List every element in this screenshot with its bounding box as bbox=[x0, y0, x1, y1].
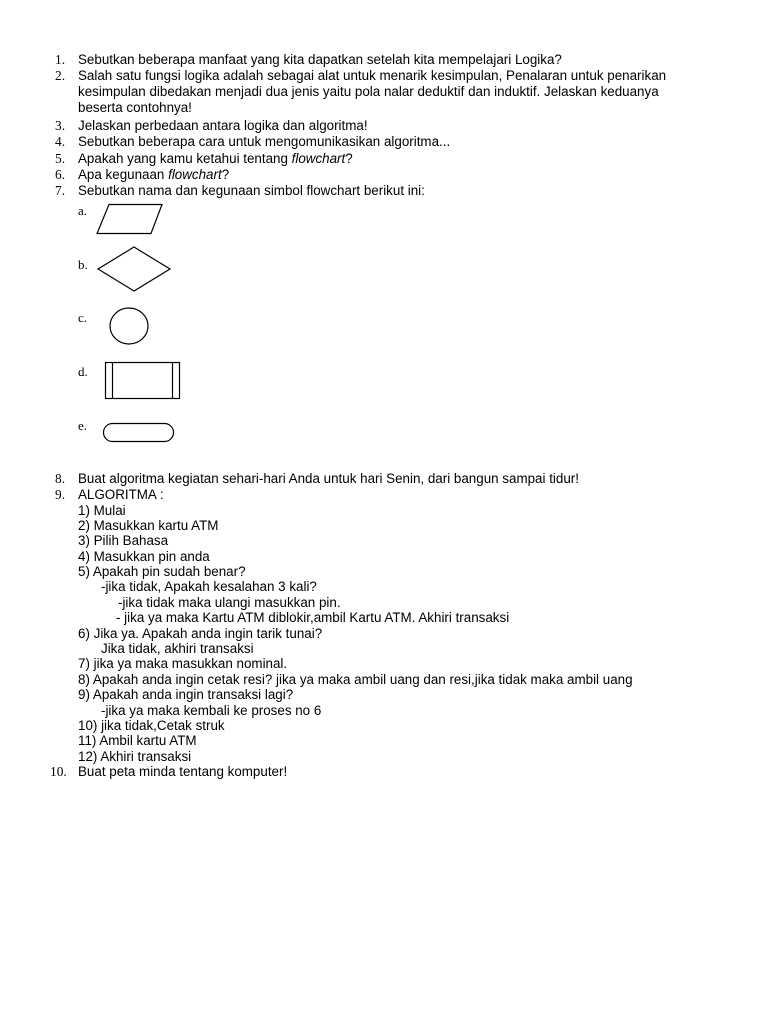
question-text-line: beserta contohnya! bbox=[78, 100, 192, 115]
algorithm-step: 5) Apakah pin sudah benar? bbox=[78, 564, 246, 579]
symbol-letter: e. bbox=[78, 418, 88, 433]
algorithm-step: 4) Masukkan pin anda bbox=[78, 549, 210, 564]
algorithm-step: 1) Mulai bbox=[78, 503, 126, 518]
algorithm-substep: -jika tidak maka ulangi masukkan pin. bbox=[118, 595, 341, 610]
symbol-letter: d. bbox=[78, 364, 88, 379]
algorithm-step: 10) jika tidak,Cetak struk bbox=[78, 718, 225, 733]
question-text: Buat peta minda tentang komputer! bbox=[78, 764, 288, 779]
diamond-icon bbox=[96, 245, 172, 293]
terminator-icon bbox=[102, 422, 176, 444]
algorithm-step: 9) Apakah anda ingin transaksi lagi? bbox=[78, 687, 294, 702]
question-number: 7. bbox=[55, 183, 66, 198]
algorithm-step: 8) Apakah anda ingin cetak resi? jika ya maka ambil uang dan resi,jika tidak maka ambil uang bbox=[78, 672, 633, 687]
question-number: 10. bbox=[50, 764, 67, 779]
predefined-process-icon bbox=[104, 361, 182, 401]
question-text-start: Apa kegunaan bbox=[78, 167, 169, 182]
question-text-end: ? bbox=[345, 151, 353, 166]
question-number: 6. bbox=[55, 167, 66, 182]
question-text: Sebutkan nama dan kegunaan simbol flowchart berikut ini: bbox=[78, 183, 425, 198]
emphasis-term: flowchart bbox=[291, 151, 346, 166]
question-text: Buat algoritma kegiatan sehari-hari Anda untuk hari Senin, dari bangun sampai tidur! bbox=[78, 471, 579, 486]
question-number: 3. bbox=[55, 118, 66, 133]
question-text-line: kesimpulan dibedakan menjadi dua jenis yaitu pola nalar deduktif dan induktif. Jelaskan keduanya bbox=[78, 84, 659, 99]
question-number: 2. bbox=[55, 68, 66, 83]
question-text: Sebutkan beberapa cara untuk mengomunikasikan algoritma... bbox=[78, 134, 451, 149]
symbol-letter: c. bbox=[78, 310, 88, 325]
symbol-letter: b. bbox=[78, 257, 88, 272]
symbol-letter: a. bbox=[78, 203, 88, 218]
question-text-start: Apakah yang kamu ketahui tentang bbox=[78, 151, 292, 166]
algorithm-step: 2) Masukkan kartu ATM bbox=[78, 518, 219, 533]
question-number: 4. bbox=[55, 134, 66, 149]
algorithm-substep: - jika ya maka Kartu ATM diblokir,ambil Kartu ATM. Akhiri transaksi bbox=[116, 610, 510, 625]
question-text bbox=[78, 151, 353, 167]
circle-icon bbox=[108, 306, 152, 346]
algorithm-step: 12) Akhiri transaksi bbox=[78, 749, 192, 764]
question-text bbox=[78, 167, 229, 183]
question-text-end: ? bbox=[221, 167, 230, 182]
algorithm-step: 7) jika ya maka masukkan nominal. bbox=[78, 656, 288, 671]
algorithm-step: 6) Jika ya. Apakah anda ingin tarik tunai? bbox=[78, 626, 323, 641]
question-number: 1. bbox=[55, 52, 66, 67]
question-text: Jelaskan perbedaan antara logika dan algoritma! bbox=[78, 118, 368, 133]
algorithm-substep: -jika tidak, Apakah kesalahan 3 kali? bbox=[101, 579, 317, 594]
parallelogram-icon bbox=[95, 203, 165, 235]
question-number: 9. bbox=[55, 487, 66, 502]
question-number: 8. bbox=[55, 471, 66, 486]
algorithm-substep: Jika tidak, akhiri transaksi bbox=[101, 641, 254, 656]
question-text-line: Salah satu fungsi logika adalah sebagai alat untuk menarik kesimpulan, Penalaran untuk penarikan bbox=[78, 68, 667, 83]
algorithm-step: 11) Ambil kartu ATM bbox=[78, 733, 197, 748]
algorithm-substep: -jika ya maka kembali ke proses no 6 bbox=[101, 703, 322, 718]
question-number: 5. bbox=[55, 151, 66, 166]
question-text: Sebutkan beberapa manfaat yang kita dapatkan setelah kita mempelajari Logika? bbox=[78, 52, 562, 67]
emphasis-term: flowchart bbox=[168, 167, 222, 182]
algorithm-step: 3) Pilih Bahasa bbox=[78, 533, 169, 548]
question-text: ALGORITMA : bbox=[78, 487, 164, 502]
